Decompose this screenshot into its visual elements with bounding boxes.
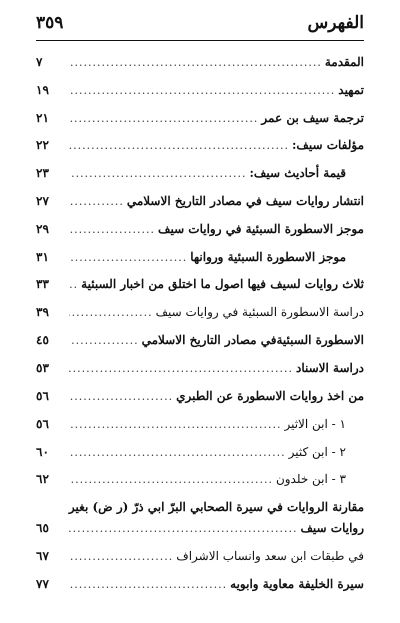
- toc-entry-myth-summary[interactable]: [36, 219, 364, 239]
- toc-entry-page: ٢١: [36, 111, 49, 125]
- leader-dots: [69, 139, 289, 152]
- toc-entry-title: ٢ - ابن كثير: [288, 445, 346, 459]
- toc-entry-page: ٦٥: [36, 521, 49, 535]
- toc-entry-title: قيمة أحاديث سيف:: [249, 166, 346, 180]
- leader-dots: [69, 278, 78, 291]
- toc-entry-page: ٥٦: [36, 389, 49, 403]
- toc-entry-title: ترجمة سيف بن عمر: [261, 111, 364, 125]
- toc-entry-page: ٤٥: [36, 333, 49, 347]
- toc-entry-title: مؤلفات سيف:: [291, 138, 364, 152]
- toc-entry-page: ٣١: [36, 250, 49, 264]
- leader-dots: [69, 418, 281, 431]
- header-rule: [36, 40, 364, 41]
- toc-entry-title: في طبقات ابن سعد وانساب الاشراف: [176, 549, 364, 563]
- leader-dots: [69, 84, 335, 97]
- toc-entry-hadith-value[interactable]: [36, 163, 364, 183]
- toc-entry-ibn-kathir[interactable]: [36, 442, 364, 462]
- toc-entry-title: سيرة الخليفة معاوية وابويه: [230, 577, 364, 591]
- toc-entry-page: ٧٧: [36, 577, 49, 591]
- toc-entry-page: ٦٢: [36, 472, 49, 486]
- leader-dots: [69, 167, 247, 180]
- toc-entry-page: ٦٠: [36, 445, 49, 459]
- toc-entry-title: المقدمة: [324, 55, 364, 69]
- header-page-number: ٣٥٩: [36, 13, 64, 33]
- toc-entry-muawiya[interactable]: [36, 574, 364, 594]
- toc-entry-ibn-saad[interactable]: [36, 546, 364, 566]
- toc-entry-title: موجز الاسطورة السبئية في روايات سيف: [158, 222, 364, 236]
- toc-entry-page: ٢٢: [36, 138, 49, 152]
- toc-entry-comparison-line2[interactable]: [36, 518, 364, 538]
- toc-entry-works[interactable]: [36, 135, 364, 155]
- toc-entry-title: موجز الاسطورة السبئية وروانها: [190, 250, 346, 264]
- toc-entry-page: ٦٧: [36, 549, 49, 563]
- toc-entry-title: دراسة الاسناد: [296, 361, 364, 375]
- toc-entry-title: الاسطورة السبئيةفي مصادر التاريخ الاسلامي: [141, 333, 364, 347]
- toc-entry-page: ٢٣: [36, 166, 49, 180]
- toc-entry-ibn-athir[interactable]: [36, 414, 364, 434]
- toc-entry-title: ثلاث روايات لسيف فيها اصول ما اختلق من اخبار السبئية: [81, 277, 364, 291]
- toc-entry-three-narratives[interactable]: [36, 274, 364, 294]
- toc-entry-page: ٢٩: [36, 222, 49, 236]
- toc-entry-page: ٥٣: [36, 361, 49, 375]
- leader-dots: [69, 390, 173, 403]
- leader-dots: [69, 251, 187, 264]
- toc-entry-page: ٧: [36, 55, 43, 69]
- toc-entry-page: ٣٩: [36, 305, 49, 319]
- toc-entry-isnad-study[interactable]: [36, 358, 364, 378]
- leader-dots: [69, 56, 322, 69]
- leader-dots: [69, 522, 298, 535]
- toc-entry-myth-narrators[interactable]: [36, 247, 364, 267]
- leader-dots: [69, 223, 155, 236]
- toc-entry-myth-study[interactable]: [36, 302, 364, 322]
- header-title: الفهرس: [307, 13, 364, 33]
- toc-entry-spread[interactable]: [36, 191, 364, 211]
- toc-entry-page: ٢٧: [36, 194, 49, 208]
- toc-entry-page: ١٩: [36, 83, 49, 97]
- leader-dots: [69, 473, 273, 486]
- toc-entry-from-tabari[interactable]: [36, 386, 364, 406]
- leader-dots: [69, 550, 173, 563]
- leader-dots: [69, 112, 258, 125]
- leader-dots: [69, 306, 153, 319]
- toc-entry-biography[interactable]: [36, 108, 364, 128]
- toc-entry-title: ١ - ابن الاثير: [284, 417, 346, 431]
- toc-entry-title: من اخذ روايات الاسطورة عن الطبري: [176, 389, 364, 403]
- toc-entry-page: ٥٦: [36, 417, 49, 431]
- toc-entry-comparison-line1[interactable]: [36, 497, 364, 517]
- toc-entry-ibn-khaldun[interactable]: [36, 469, 364, 489]
- toc-entry-introduction[interactable]: [36, 52, 364, 72]
- page-header: [36, 10, 364, 36]
- toc-entry-title: انتشار روايات سيف في مصادر التاريخ الاسلامي: [126, 194, 364, 208]
- leader-dots: [69, 578, 227, 591]
- toc-entry-page: ٣٣: [36, 277, 49, 291]
- toc-entry-title: تمهيد: [338, 83, 364, 97]
- toc-entry-preface[interactable]: [36, 80, 364, 100]
- leader-dots: [69, 334, 139, 347]
- toc-entry-title: ٣ - ابن خلدون: [275, 472, 346, 486]
- toc-entry-title-continued: روايات سيف: [300, 521, 364, 535]
- leader-dots: [69, 446, 286, 459]
- toc-entry-title: مقارنة الروايات في سيرة الصحابي البرّ ابي ذرّ (ر ض) بغير: [68, 500, 364, 514]
- leader-dots: [69, 195, 124, 208]
- leader-dots: [69, 362, 293, 375]
- toc-entry-myth-sources[interactable]: [36, 330, 364, 350]
- toc-entry-title: دراسة الاسطورة السبئية في روايات سيف: [155, 305, 364, 319]
